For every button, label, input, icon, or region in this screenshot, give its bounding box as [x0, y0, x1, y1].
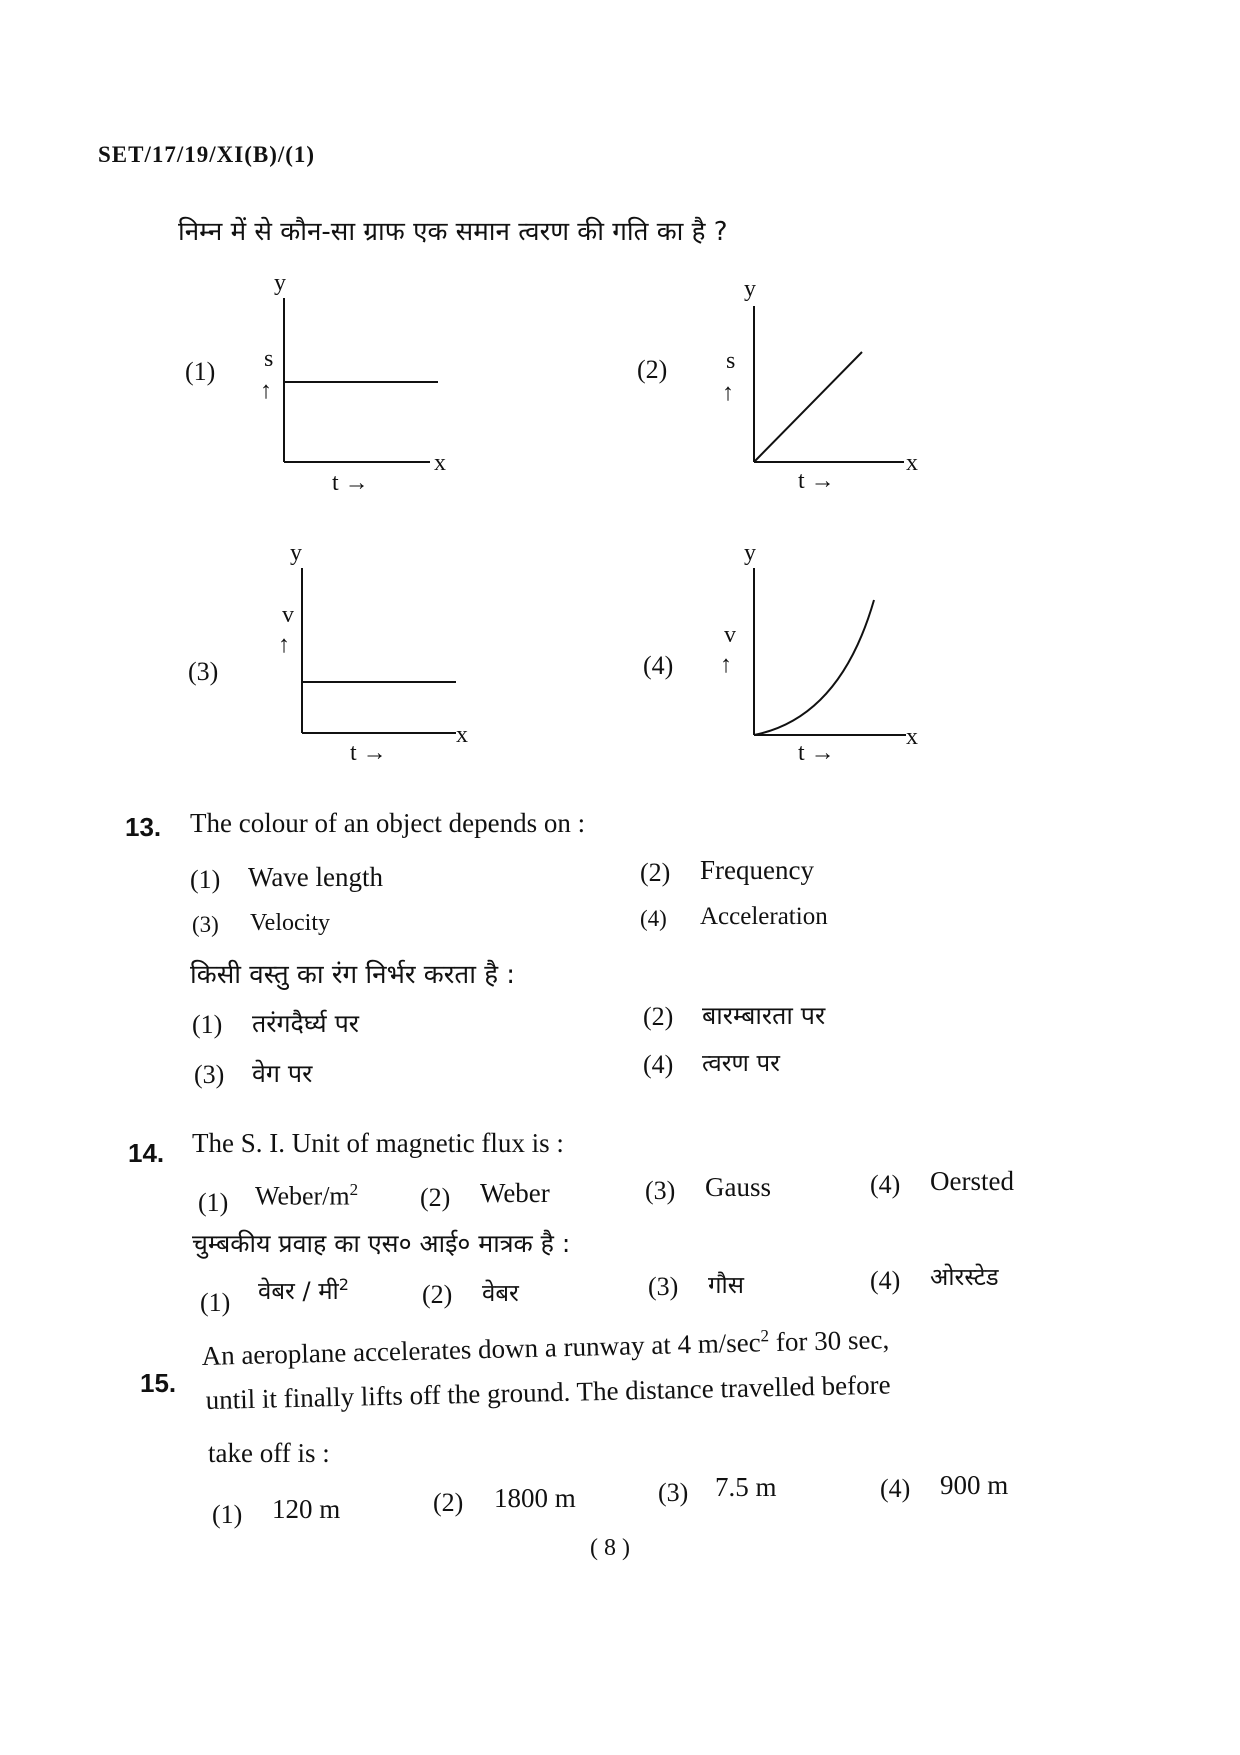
q14-option-1-sup: 2 [349, 1180, 359, 1199]
q14-hindi-option-3-number: (3) [648, 1272, 679, 1301]
q14-option-4-number: (4) [870, 1170, 901, 1199]
graph-2-quantity: s [726, 348, 736, 374]
q15-option-1-text: 120 m [272, 1494, 341, 1524]
q14-option-3-number: (3) [645, 1176, 676, 1205]
q13-option-3-text: Velocity [250, 910, 330, 936]
q14-hindi-option-4-text: ओरस्टेड [930, 1263, 999, 1291]
q15-line-1-b: for 30 sec, [768, 1324, 890, 1358]
graph-2-x-label: x [906, 450, 918, 476]
q14-hindi-option-1-sup: 2 [338, 1275, 349, 1294]
q13-question-hindi: किसी वस्तु का रंग निर्भर करता है : [190, 960, 516, 990]
graph-1-up-arrow: ↑ [260, 378, 272, 404]
q14-hindi-option-3-text: गौस [708, 1271, 744, 1299]
q14-option-2-number: (2) [420, 1183, 451, 1212]
q15-option-2-text: 1800 m [494, 1483, 576, 1513]
q14-option-1-text: Weber/m [255, 1181, 350, 1211]
q15-number: 15. [140, 1368, 177, 1398]
q15-option-4-number: (4) [880, 1474, 911, 1503]
graph-2-y-label: y [744, 276, 756, 302]
q15-option-3-text: 7.5 m [715, 1472, 777, 1502]
q12-question-hindi: निम्न में से कौन-सा ग्राफ एक समान त्वरण की गति का है ? [178, 217, 728, 247]
q14-hindi-option-1-number: (1) [200, 1288, 231, 1317]
q15-option-1-number: (1) [212, 1500, 243, 1529]
q14-option-4-text: Oersted [930, 1166, 1014, 1196]
page-number: ( 8 ) [590, 1535, 630, 1561]
q15-line-1-a: An aeroplane accelerates down a runway at 4 m/sec [201, 1327, 762, 1372]
q15-option-2-number: (2) [433, 1488, 464, 1517]
q14-question-hindi: चुम्बकीय प्रवाह का एस० आई० मात्रक है : [192, 1229, 571, 1258]
q14-hindi-option-2-text: वेबर [482, 1279, 519, 1307]
graph-3-time-label: t → [350, 740, 387, 766]
q15-option-3-number: (3) [658, 1478, 689, 1507]
graph-1-quantity: s [264, 346, 274, 372]
graph-3-number: (3) [188, 657, 219, 686]
q14-option-2-text: Weber [480, 1178, 550, 1208]
graph-4-curve [754, 600, 874, 735]
graph-2 [710, 270, 930, 494]
q13-option-1-text: Wave length [248, 862, 384, 892]
graph-1-x-label: x [434, 450, 446, 476]
q13-hindi-option-4-number: (4) [643, 1050, 674, 1079]
q13-option-4-text: Acceleration [700, 903, 828, 930]
q13-option-2-text: Frequency [700, 855, 814, 885]
q13-hindi-option-3-number: (3) [194, 1060, 225, 1089]
graph-2-time-label: t → [798, 468, 835, 494]
graph-4-y-label: y [744, 540, 756, 566]
q15-line-1 [201, 1323, 889, 1372]
q14-hindi-option-4-number: (4) [870, 1266, 901, 1295]
graph-3-x-label: x [456, 722, 468, 748]
graph-2-number: (2) [637, 355, 668, 384]
graph-3-quantity: v [282, 602, 294, 628]
q14-option-1-number: (1) [198, 1188, 229, 1217]
graph-4-quantity: v [724, 622, 736, 648]
graph-1-time-label: t → [332, 470, 369, 496]
q15-option-4-text: 900 m [940, 1470, 1009, 1500]
q14-hindi-option-1-text: वेबर / मी [258, 1277, 339, 1305]
graph-3 [270, 540, 490, 768]
graph-2-curve [754, 352, 862, 462]
graph-3-y-label: y [290, 540, 302, 566]
graph-4-up-arrow: ↑ [720, 652, 732, 678]
q14-number: 14. [128, 1138, 165, 1168]
q13-hindi-option-1-text: तरंगदैर्घ्य पर [252, 1009, 359, 1038]
q13-hindi-option-1-number: (1) [192, 1010, 223, 1039]
q13-number: 13. [125, 812, 162, 842]
q14-question-english: The S. I. Unit of magnetic flux is : [192, 1128, 564, 1158]
graph-4-x-label: x [906, 724, 918, 750]
graph-4-number: (4) [643, 651, 674, 680]
graph-3-up-arrow: ↑ [278, 632, 290, 658]
graph-1-number: (1) [185, 357, 216, 386]
q14-hindi-option-2-number: (2) [422, 1280, 453, 1309]
q13-hindi-option-2-text: बारम्बारता पर [702, 1001, 826, 1030]
q13-option-2-number: (2) [640, 858, 671, 887]
q13-option-3-number: (3) [192, 912, 219, 937]
q14-option-1 [255, 1180, 358, 1212]
q13-hindi-option-2-number: (2) [643, 1002, 674, 1031]
graph-1-y-label: y [274, 270, 286, 296]
q14-option-3-text: Gauss [705, 1172, 771, 1202]
q14-hindi-option-1 [258, 1274, 349, 1307]
graph-4 [710, 540, 940, 768]
q13-hindi-option-3-text: वेग पर [252, 1059, 313, 1088]
graph-4-time-label: t → [798, 740, 835, 766]
q15-line-2: until it finally lifts off the ground. The distance travelled before [205, 1369, 891, 1416]
q15-line-1-sup: 2 [760, 1326, 770, 1346]
q13-option-1-number: (1) [190, 865, 221, 894]
q15-line-3: take off is : [208, 1438, 330, 1468]
q13-option-4-number: (4) [640, 906, 667, 931]
q13-question-english: The colour of an object depends on : [190, 808, 586, 838]
graph-1 [250, 270, 460, 496]
graph-2-up-arrow: ↑ [722, 380, 734, 406]
q13-hindi-option-4-text: त्वरण पर [702, 1049, 780, 1077]
paper-code: SET/17/19/XI(B)/(1) [98, 142, 316, 167]
